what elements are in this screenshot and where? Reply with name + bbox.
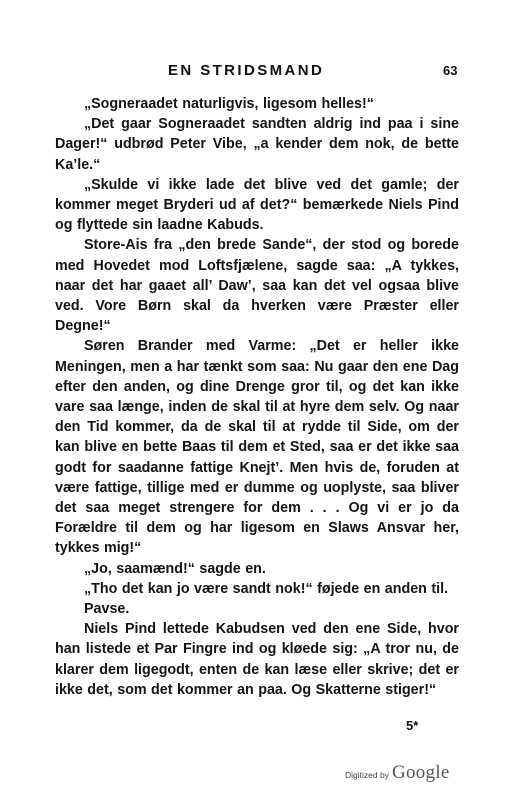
paragraph: „Skulde vi ikke lade det blive ved det gamle; der kommer meget Bryderi ud af det?“ bemærkede Niels Pind og flyttede sin laadne Kabuds. — [55, 176, 459, 234]
paragraph: Pavse. — [84, 601, 130, 618]
paragraph: Niels Pind lettede Kabudsen ved den ene Side, hvor han listede et Par Fingre ind og kløede sig: „A tror nu, de klarer dem ligegodt, enten de kan læse eller skrive; det er ikke det, som det kommer an paa. Og Skatterne stiger!“ — [55, 621, 459, 698]
signature-mark: 5* — [406, 718, 419, 733]
paragraph: „Jo, saamænd!“ sagde en. — [84, 560, 266, 577]
google-logo: Google — [391, 762, 450, 783]
body-text — [55, 94, 459, 700]
page-number: 63 — [443, 63, 458, 78]
running-title: EN STRIDSMAND — [168, 62, 325, 79]
paragraph: Store-Ais fra „den brede Sande“, der stod og borede med Hovedet mod Loftsfjælene, sagde saa: „A tykkes, naar det har gaaet all’ Daw’, saa kan det vel ogsaa blive ved. Vore Børn skal da hverken være Præster eller Degne!“ — [55, 237, 459, 335]
paragraph: „Sogneraadet naturligvis, ligesom helles!“ — [84, 96, 374, 112]
running-head — [0, 62, 520, 82]
paragraph: „Det gaar Sogneraadet sandten aldrig ind paa i sine Dager!“ udbrød Peter Vibe, „a kender dem nok, de bette Ka’le.“ — [55, 116, 459, 173]
watermark-prefix: Digitized by — [345, 770, 389, 780]
paragraph: „Tho det kan jo være sandt nok!“ føjede en anden til. — [84, 580, 449, 597]
digitization-watermark — [345, 762, 450, 786]
paragraph: Søren Brander med Varme: „Det er heller ikke Meningen, men a har tænkt som saa: Nu gaar den ene Dag efter den anden, og dine Drenge gror til, og det kan ikke vare saa længe, inden de skal til at hyre dem selv. Og naar den Tid kommer, da de skal til at rydde til Side, om der kan blive en bette Baas til dem et Sted, saa er det ikke saa godt for saadanne fattige Knejt’. Men hvis de, foruden at være fattige, tillige med er dumme og uoplyste, saa bliver det saa meget strengere for dem . . . Og vi er jo da Forældre til dem og har ligesom en Slaws Ansvar her, tykkes mig!“ — [55, 338, 459, 557]
